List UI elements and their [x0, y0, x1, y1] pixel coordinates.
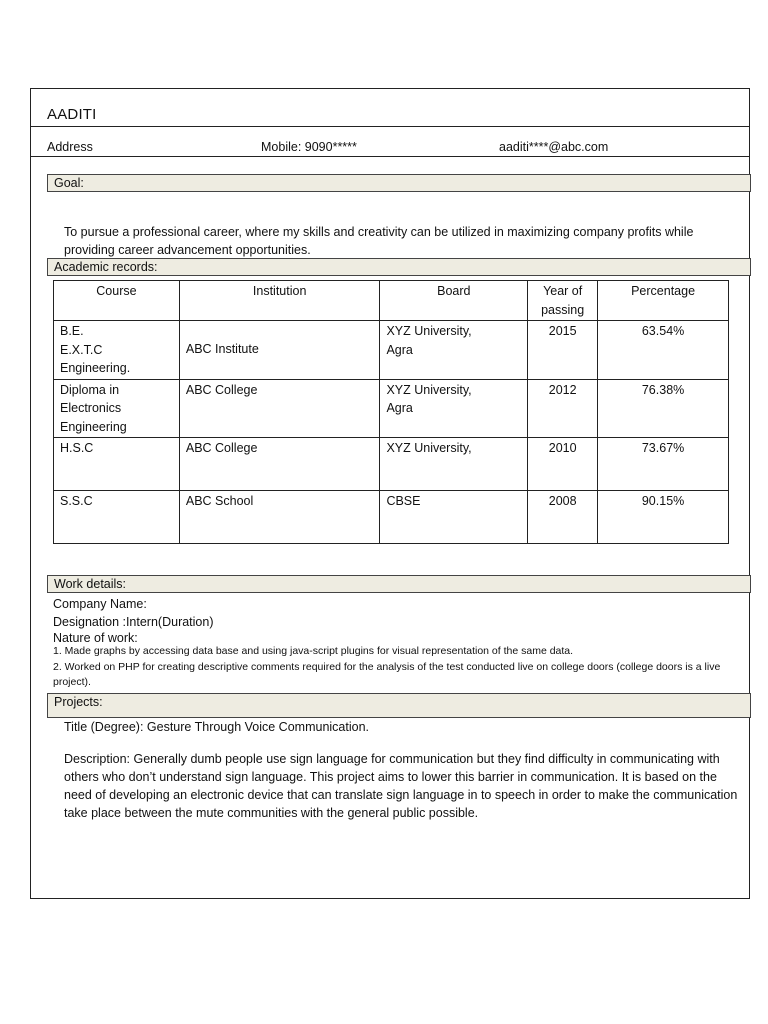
nature-of-work-label: Nature of work: — [53, 631, 138, 645]
header-divider — [31, 126, 749, 127]
cell-year: 2015 — [528, 321, 598, 380]
contact-divider — [31, 156, 749, 157]
cell-course: B.E. E.X.T.C Engineering. — [54, 321, 180, 380]
company-name: Company Name: — [53, 597, 147, 611]
work-point-1: 1. Made graphs by accessing data base and using java-script plugins for visual representation of the same data. — [53, 645, 574, 657]
table-row — [54, 379, 729, 438]
table-row — [54, 321, 729, 380]
table-row — [54, 438, 729, 491]
goal-heading: Goal: — [47, 174, 751, 192]
column-header-percentage: Percentage — [598, 281, 729, 321]
mobile-number: Mobile: 9090***** — [261, 140, 357, 154]
cell-institution: ABC Institute — [179, 321, 380, 380]
cell-institution: ABC College — [179, 379, 380, 438]
goal-text: To pursue a professional career, where my skills and creativity can be utilized in maximizing company profits while providing career advancement opportunities. — [64, 225, 694, 257]
work-point-2: 2. Worked on PHP for creating descriptive comments required for the analysis of the test conducted live on college doors (college doors is a live project). — [53, 661, 721, 688]
cell-percentage: 76.38% — [598, 379, 729, 438]
cell-board: XYZ University, — [380, 438, 528, 491]
academic-heading: Academic records: — [47, 258, 751, 276]
project-title: Title (Degree): Gesture Through Voice Communication. — [64, 720, 369, 734]
cell-institution: ABC College — [179, 438, 380, 491]
cell-year: 2010 — [528, 438, 598, 491]
cell-percentage: 73.67% — [598, 438, 729, 491]
academic-records-table — [53, 280, 729, 544]
address-label: Address — [47, 140, 93, 154]
candidate-name: AADITI — [47, 106, 97, 123]
column-header-institution: Institution — [179, 281, 380, 321]
email-address: aaditi****@abc.com — [499, 140, 609, 154]
cell-board: XYZ University, Agra — [380, 379, 528, 438]
resume-page — [30, 88, 750, 899]
cell-course: H.S.C — [54, 438, 180, 491]
cell-course: S.S.C — [54, 491, 180, 544]
work-heading: Work details: — [47, 575, 751, 593]
projects-heading: Projects: — [47, 693, 751, 718]
column-header-course: Course — [54, 281, 180, 321]
cell-year: 2012 — [528, 379, 598, 438]
cell-year: 2008 — [528, 491, 598, 544]
cell-percentage: 63.54% — [598, 321, 729, 380]
table-row — [54, 491, 729, 544]
designation: Designation :Intern(Duration) — [53, 615, 214, 629]
cell-course: Diploma in Electronics Engineering — [54, 379, 180, 438]
project-description: Description: Generally dumb people use sign language for communication but they find difficulty in communicating with others who don’t understand sign language. This project aims to lower this barrier in communication. It is based on the need of developing an electronic device that can translate sign language in to speech in order to make the communication take place between the mute communities with the general public possible. — [64, 752, 738, 820]
cell-institution: ABC School — [179, 491, 380, 544]
cell-board: CBSE — [380, 491, 528, 544]
column-header-year: Year of passing — [528, 281, 598, 321]
column-header-board: Board — [380, 281, 528, 321]
cell-percentage: 90.15% — [598, 491, 729, 544]
cell-board: XYZ University, Agra — [380, 321, 528, 380]
